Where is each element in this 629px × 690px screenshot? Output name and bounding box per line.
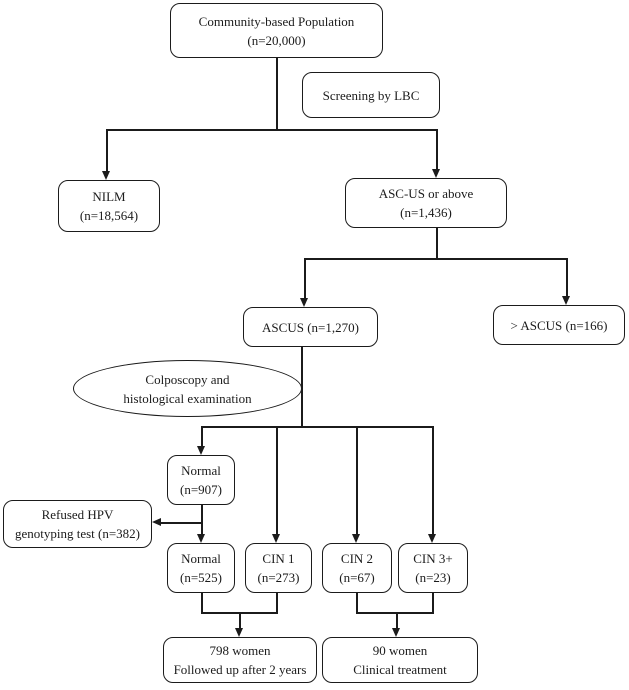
node-refused-hpv-line2: genotyping test (n=382) — [14, 526, 141, 541]
node-cin2 — [322, 543, 392, 593]
node-followup-798-line1: 798 women — [209, 643, 271, 658]
node-asc-us-or-above-line1: ASC-US or above — [378, 186, 474, 201]
node-followup-798 — [163, 637, 317, 683]
connector-to-cin2 — [356, 426, 358, 535]
connector-cin1-down — [276, 593, 278, 614]
connector-ascus-above-stem — [436, 228, 438, 259]
connector-to-cin3 — [432, 426, 434, 535]
node-normal-907-line2: (n=907) — [180, 482, 222, 497]
arrowhead-to-ascus — [300, 298, 308, 307]
arrowhead-to-nilm — [102, 171, 110, 180]
node-colposcopy-ellipse — [73, 360, 302, 417]
node-nilm-line1: NILM — [92, 189, 126, 204]
node-nilm-line2: (n=18,564) — [79, 208, 139, 223]
connector-normal907-stem — [201, 505, 203, 535]
arrowhead-to-refused — [152, 518, 161, 526]
node-greater-than-ascus — [493, 305, 625, 345]
node-community-population — [170, 3, 383, 58]
connector-cin2-down — [356, 593, 358, 614]
connector-normal525-down — [201, 593, 203, 614]
node-cin1-line2: (n=273) — [257, 570, 300, 585]
node-normal-907 — [167, 455, 235, 505]
node-asc-us-or-above — [345, 178, 507, 228]
node-community-population-line1: Community-based Population — [198, 13, 355, 29]
connector-to-followup — [239, 612, 241, 629]
connector-ascus-stem — [301, 347, 303, 428]
arrowhead-to-ascus-above — [432, 169, 440, 178]
node-normal-525-line1: Normal — [181, 551, 221, 566]
connector-to-normal907 — [201, 426, 203, 447]
arrowhead-to-cin1 — [272, 534, 280, 543]
connector-treatment-merge — [356, 612, 433, 614]
node-ascus-label: ASCUS (n=1,270) — [262, 319, 359, 335]
arrowhead-to-cin2 — [352, 534, 360, 543]
connector-to-refused — [160, 522, 202, 524]
connector-population-stem — [276, 58, 278, 130]
connector-lbc-split — [106, 129, 438, 131]
connector-to-ascus — [304, 258, 306, 299]
node-refused-hpv-line1: Refused HPV — [41, 507, 114, 522]
node-cin3-plus-line2: (n=23) — [415, 570, 451, 585]
node-followup-798-line2: Followed up after 2 years — [173, 662, 307, 677]
node-greater-than-ascus-label: > ASCUS (n=166) — [510, 317, 608, 333]
arrowhead-to-treatment — [392, 628, 400, 637]
connector-to-nilm — [106, 129, 108, 172]
connector-to-treatment — [396, 612, 398, 629]
connector-histology-split — [201, 426, 434, 428]
node-normal-525 — [167, 543, 235, 593]
connector-to-gt-ascus — [566, 258, 568, 297]
connector-to-ascus-above — [436, 129, 438, 170]
node-community-population-line2: (n=20,000) — [247, 32, 306, 48]
node-asc-us-or-above-line2: (n=1,436) — [400, 205, 452, 220]
node-cin3-plus-line1: CIN 3+ — [413, 551, 453, 566]
arrowhead-to-cin3 — [428, 534, 436, 543]
node-treatment-90-line1: 90 women — [372, 643, 428, 658]
node-normal-907-line1: Normal — [181, 463, 221, 478]
arrowhead-to-followup — [235, 628, 243, 637]
arrowhead-to-normal525 — [197, 534, 205, 543]
arrowhead-to-gt-ascus — [562, 296, 570, 305]
node-cin3-plus — [398, 543, 468, 593]
node-treatment-90-line2: Clinical treatment — [353, 662, 447, 677]
node-treatment-90 — [322, 637, 478, 683]
node-ascus — [243, 307, 378, 347]
connector-cin3-down — [432, 593, 434, 614]
node-normal-525-line2: (n=525) — [180, 570, 222, 585]
node-nilm — [58, 180, 160, 232]
node-cin1 — [245, 543, 312, 593]
node-cin2-line2: (n=67) — [339, 570, 375, 585]
arrowhead-to-normal907 — [197, 446, 205, 455]
node-colposcopy-line1: Colposcopy and — [145, 371, 230, 387]
node-cin2-line1: CIN 2 — [340, 551, 374, 566]
node-cin1-line1: CIN 1 — [262, 551, 295, 566]
node-screening-by-lbc — [302, 72, 440, 118]
node-refused-hpv — [3, 500, 152, 548]
node-colposcopy-line2: histological examination — [123, 390, 252, 406]
connector-to-cin1 — [276, 426, 278, 535]
connector-ascus-split — [304, 258, 567, 260]
node-screening-by-lbc-label: Screening by LBC — [322, 87, 420, 103]
